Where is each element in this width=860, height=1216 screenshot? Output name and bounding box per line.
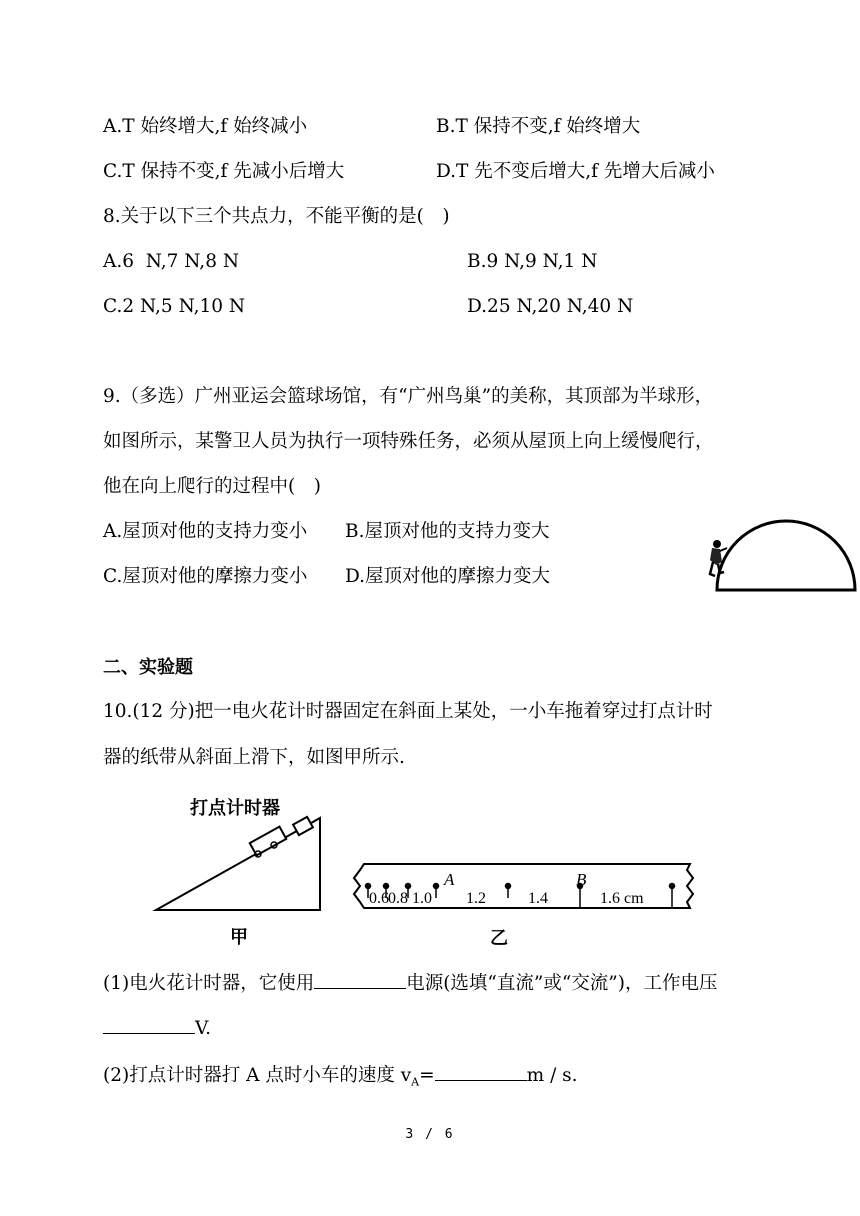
q10-stem-line-2: 器的纸带从斜面上滑下，如图甲所示. (103, 747, 405, 768)
answer-blank-power-type[interactable] (314, 970, 406, 989)
page-number: 3 / 6 (405, 1127, 455, 1142)
velocity-subscript: A (411, 1075, 420, 1089)
q10-stem-line-1: 10.(12 分)把一电火花计时器固定在斜面上某处，一小车拖着穿过打点计时 (103, 701, 713, 722)
point-a-label: A (444, 870, 455, 889)
section-title: 二、实验题 (103, 657, 193, 678)
dome-shape (717, 521, 855, 590)
equals-sign: = (419, 1065, 435, 1086)
q10-sub2-line (103, 1062, 578, 1095)
q7-option-c: C.T 保持不变,f 先减小后增大 (103, 161, 345, 182)
q7-option-a: A.T 始终增大,f 始终减小 (103, 116, 308, 137)
q10-sub1-text-c: V. (195, 1018, 212, 1039)
q10-sub1-text-a: (1)电火花计时器，它使用 (103, 973, 315, 994)
cart-icon (250, 827, 287, 857)
q8-option-a: A.6 N,7 N,8 N (103, 251, 240, 272)
q10-sub1-text-b: 电源(选填“直流”或“交流”)，工作电压 (406, 973, 718, 994)
q7-option-b: B.T 保持不变,f 始终增大 (436, 116, 641, 137)
tape-value-6: 1.6 cm (600, 890, 644, 907)
q7-option-d: D.T 先不变后增大,f 先增大后减小 (436, 161, 715, 182)
tape-value-5: 1.4 (528, 890, 548, 907)
q9-stem-line-2: 如图所示，某警卫人员为执行一项特殊任务，必须从屋顶上向上缓慢爬行， (103, 431, 714, 452)
incline (156, 818, 320, 910)
tape-value-2: 0.8 (388, 890, 408, 907)
dome-figure (700, 510, 860, 596)
q9-option-b: B.屋顶对他的支持力变大 (345, 521, 550, 542)
q10-sub2-text-a: (2)打点计时器打 A 点时小车的速度 v (103, 1065, 412, 1086)
timer-label: 打点计时器 (190, 798, 280, 819)
q9-option-a: A.屋顶对他的支持力变小 (103, 521, 308, 542)
q8-option-d: D.25 N,20 N,40 N (467, 296, 634, 317)
q9-option-d: D.屋顶对他的摩擦力变大 (345, 566, 551, 587)
figure-jia-label: 甲 (230, 927, 248, 948)
q9-stem-line-3: 他在向上爬行的过程中( ) (103, 476, 321, 497)
tape-figure (348, 858, 703, 950)
q9-option-c: C.屋顶对他的摩擦力变小 (103, 566, 308, 587)
tape-value-3: 1.0 (412, 890, 432, 907)
tape-value-4: 1.2 (466, 890, 486, 907)
q9-stem-line-1: 9.（多选）广州亚运会篮球场馆，有“广州鸟巢”的美称，其顶部为半球形， (103, 386, 714, 407)
figure-yi-label: 乙 (490, 928, 508, 949)
point-b-label: B (576, 870, 587, 889)
answer-blank-velocity[interactable] (435, 1062, 527, 1081)
q10-sub1-line-2 (103, 1015, 211, 1041)
tape-value-1: 0.6 (369, 890, 389, 907)
incline-figure (150, 790, 330, 950)
answer-blank-voltage[interactable] (103, 1015, 195, 1034)
q10-sub1-line-1 (103, 970, 718, 996)
q8-option-b: B.9 N,9 N,1 N (467, 251, 598, 272)
q8-option-c: C.2 N,5 N,10 N (103, 296, 246, 317)
q10-sub2-text-c: m / s. (526, 1065, 578, 1086)
q8-stem: 8.关于以下三个共点力，不能平衡的是( ) (103, 206, 450, 227)
